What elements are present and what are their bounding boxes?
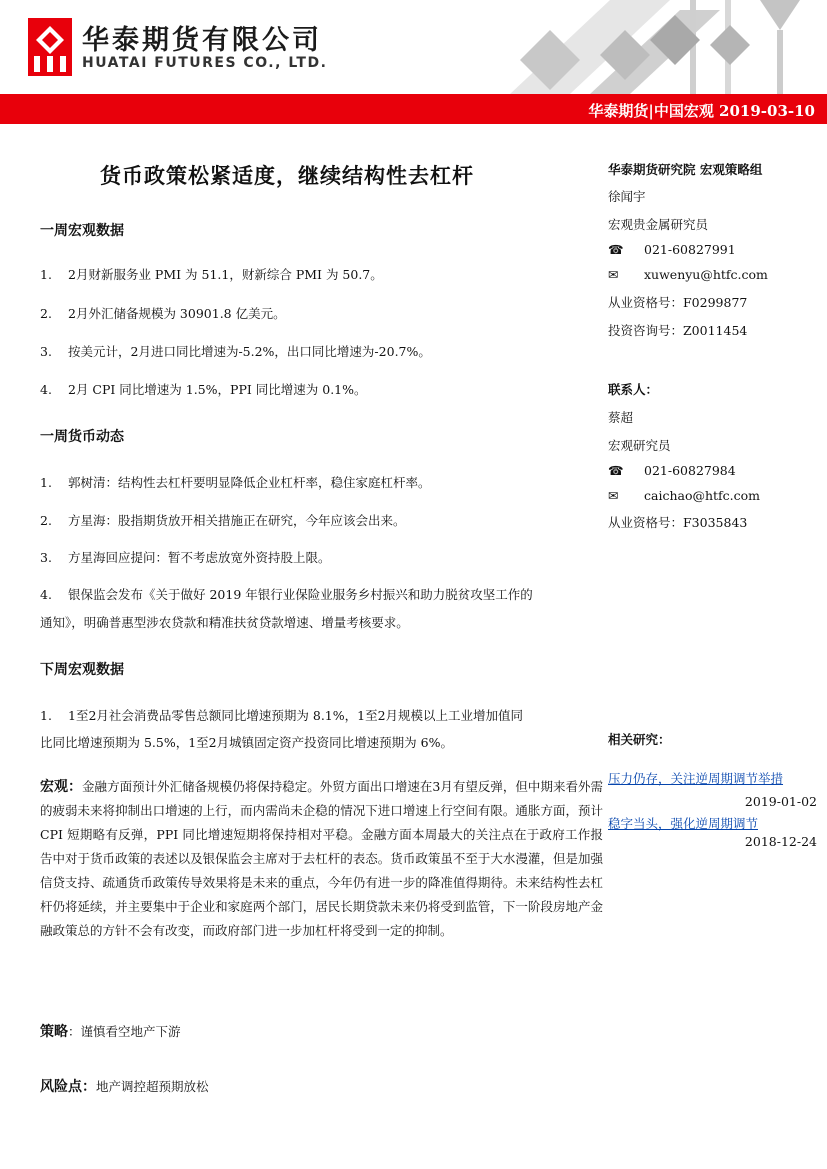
phone-icon: ☎ <box>608 242 624 257</box>
list-item: 1. 1至2月社会消费品零售总额同比增速预期为 8.1%，1至2月规模以上工业增加值同 <box>40 708 524 723</box>
header-graphic <box>480 0 827 94</box>
macro-view-text: 金融方面预计外汇储备规模仍将保持稳定。外贸方面出口增速在3月有望反弹，但中期来看外需的疲弱未来将抑制出口增速的上行，而内需尚未企稳的情况下进口增速上行空间有限。通胀方面，预计 CPI 短期略有反弹，PPI 同比增速短期将保持相对平稳。金融方面本周最大的关注点在于政府工作报告中对于货币政策的表述以及银保监会主席对于去杠杆的表态。货币政策虽不至于大水漫灌，但是加强信贷支持、疏通货币政策传导效果将是未来的重点，今年仍有进一步的降准值得期待。未来结构性去杠杆仍将延续，并主要集中于企业和家庭两个部门，居民长期贷款未来仍将受到监管，下一阶段房地产金融政策总的方针不会有改变，而政府部门进一步加杠杆将受到一定的抑制。 <box>40 779 603 938</box>
related-research-date: 2019-01-02 <box>744 794 817 809</box>
strategy-line: 策略：谨慎看空地产下游 <box>40 1024 181 1040</box>
list-item: 4. 银保监会发布《关于做好 2019 年银行业保险业服务乡村振兴和助力脱贫攻坚工作的 <box>40 587 533 602</box>
analyst-consult-no: 投资咨询号：Z0011454 <box>608 323 748 338</box>
list-item: 1. 2月财新服务业 PMI 为 51.1，财新综合 PMI 为 50.7。 <box>40 267 383 282</box>
analyst-email[interactable]: ✉ xuwenyu@htfc.com <box>608 267 768 282</box>
macro-view-label: 宏观： <box>40 779 83 795</box>
list-item: 1. 郭树清：结构性去杠杆要明显降低企业杠杆率，稳住家庭杠杆率。 <box>40 475 431 490</box>
research-org: 华泰期货研究院 宏观策略组 <box>608 162 763 177</box>
report-category-date: 华泰期货|中国宏观 2019-03-10 <box>588 102 815 120</box>
list-item: 3. 按美元计，2月进口同比增速为-5.2%，出口同比增速为-20.7%。 <box>40 344 431 359</box>
contact-email[interactable]: ✉ caichao@htfc.com <box>608 488 761 503</box>
macro-view-paragraph <box>40 775 603 943</box>
list-item: 2. 方星海：股指期货放开相关措施正在研究，今年应该会出来。 <box>40 513 406 528</box>
company-name-cn: 华泰期货有限公司 <box>82 25 322 56</box>
list-item-continued: 比同比增速预期为 5.5%，1至2月城镇固定资产投资同比增速预期为 6%。 <box>40 735 453 750</box>
analyst-license: 从业资格号：F0299877 <box>608 295 748 310</box>
mail-icon: ✉ <box>608 488 619 503</box>
section-heading-weekly-macro: 一周宏观数据 <box>40 223 124 239</box>
related-research-link[interactable]: 压力仍存，关注逆周期调节举措 <box>608 771 784 786</box>
section-heading-next-week: 下周宏观数据 <box>40 662 124 678</box>
company-name-en: HUATAI FUTURES CO., LTD. <box>82 55 328 71</box>
contact-phone: ☎ 021-60827984 <box>608 463 736 478</box>
list-item: 3. 方星海回应提问：暂不考虑放宽外资持股上限。 <box>40 550 331 565</box>
list-item: 4. 2月 CPI 同比增速为 1.5%，PPI 同比增速为 0.1%。 <box>40 382 367 397</box>
contact-name: 蔡超 <box>608 410 634 425</box>
list-item: 2. 2月外汇储备规模为 30901.8 亿美元。 <box>40 306 286 321</box>
report-title: 货币政策松紧适度，继续结构性去杠杆 <box>100 163 474 188</box>
risk-line: 风险点：地产调控超预期放松 <box>40 1079 209 1095</box>
analyst-phone: ☎ 021-60827991 <box>608 242 736 257</box>
related-research-date: 2018-12-24 <box>744 834 817 849</box>
related-research-label: 相关研究： <box>608 732 671 747</box>
section-heading-weekly-monetary: 一周货币动态 <box>40 429 124 445</box>
phone-icon: ☎ <box>608 463 624 478</box>
analyst-name: 徐闻宇 <box>608 189 646 204</box>
contact-license: 从业资格号：F3035843 <box>608 515 748 530</box>
contact-label: 联系人： <box>608 382 659 397</box>
contact-role: 宏观研究员 <box>608 438 671 453</box>
mail-icon: ✉ <box>608 267 619 282</box>
related-research-link[interactable]: 稳字当头，强化逆周期调节 <box>608 816 759 831</box>
company-logo <box>28 18 72 76</box>
analyst-role: 宏观贵金属研究员 <box>608 217 709 232</box>
list-item-continued: 通知》，明确普惠型涉农贷款和精准扶贫贷款增速、增量考核要求。 <box>40 615 409 630</box>
